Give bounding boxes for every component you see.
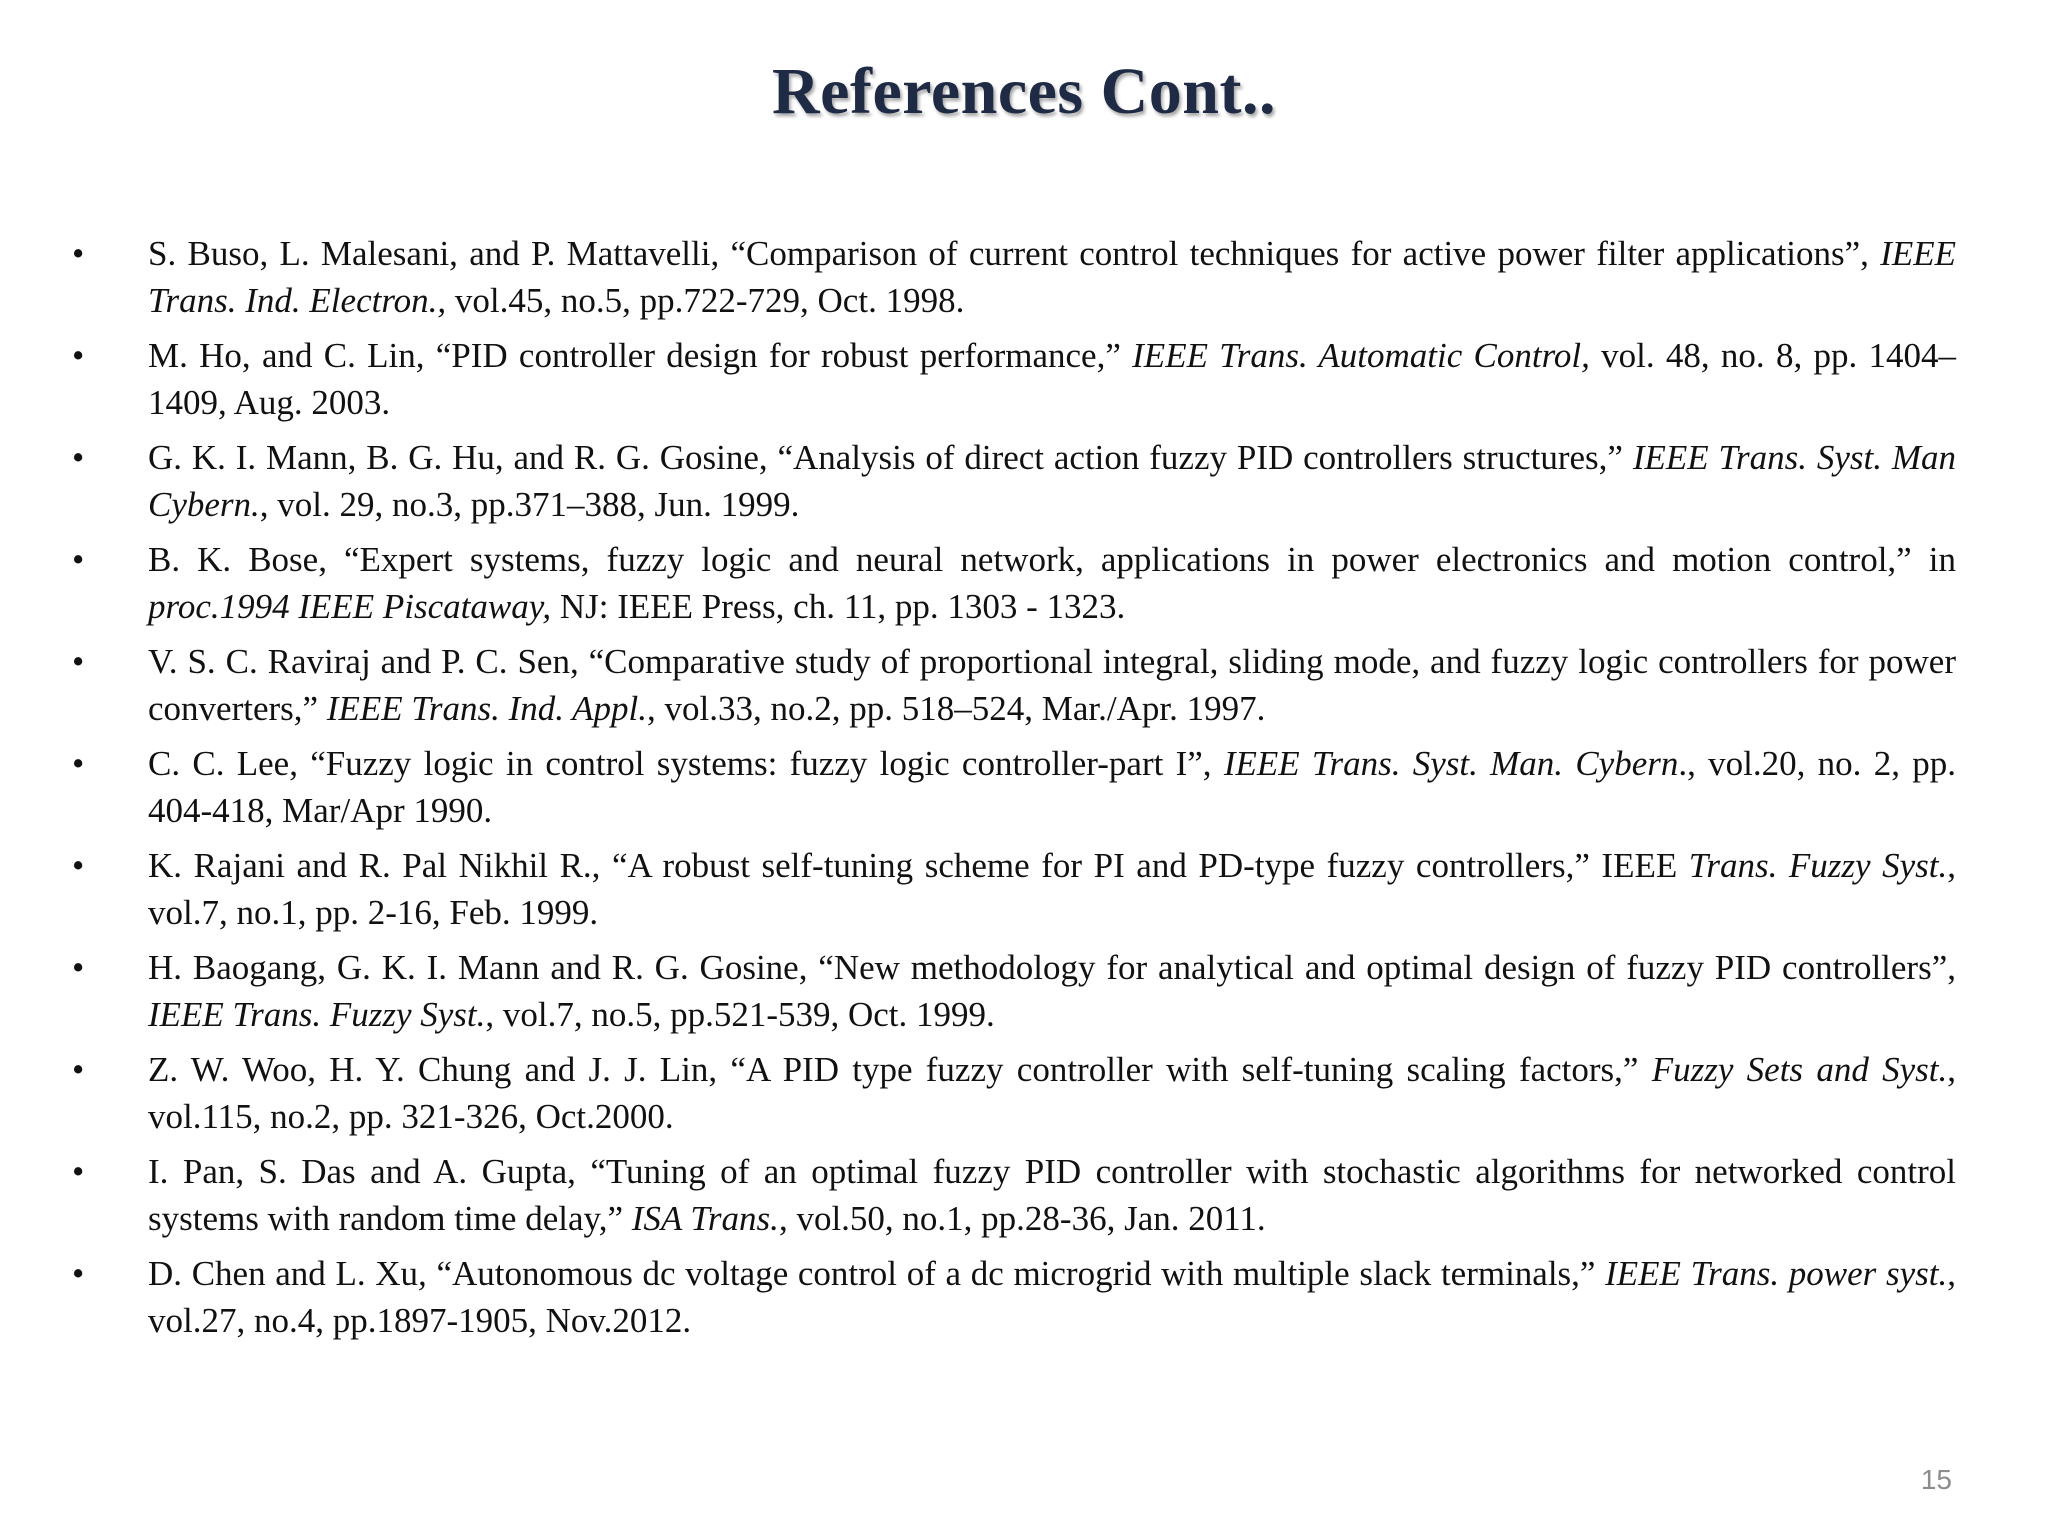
reference-segment: , vol.7, no.1, pp. 2-16, Feb. 1999. (148, 846, 1956, 932)
reference-item (72, 332, 1956, 426)
reference-segment: “Autonomous dc voltage control of a dc microgrid with multiple slack terminals,” (426, 1254, 1606, 1293)
reference-source: IEEE Trans. Fuzzy Syst. (148, 995, 486, 1034)
reference-text (148, 642, 1956, 728)
bullet-icon: • (72, 234, 85, 273)
page-number: 15 (1920, 1464, 1952, 1495)
reference-text (148, 846, 1956, 932)
reference-segment: , vol.27, no.4, pp.1897-1905, Nov.2012. (148, 1254, 1956, 1340)
reference-source: proc.1994 IEEE Piscataway, (148, 587, 552, 626)
reference-segment: vol.45, no.5, pp.722-729, Oct. 1998. (446, 281, 965, 320)
reference-item (72, 536, 1956, 630)
reference-segment: D. Chen and L. Xu (148, 1254, 419, 1293)
reference-segment: vol. 48, no. 8, pp. 1404–1409, Aug. 2003. (148, 336, 1956, 422)
reference-segment: , vol. 29, no.3, pp.371–388, Jun. 1999. (259, 485, 800, 524)
reference-source: IEEE Trans. Automatic Control, (1132, 336, 1590, 375)
reference-text (148, 540, 1956, 626)
bullet-icon: • (72, 1050, 85, 1089)
reference-segment: S. Buso, L. Malesani, and P. Mattavelli, “Comparison of current control techniques for active power filter applications”, (148, 234, 1881, 273)
reference-segment: ., vol.20, no. 2, pp. 404-418, Mar/Apr 1990. (148, 744, 1956, 830)
reference-text (148, 1050, 1956, 1136)
slide-title: References Cont.. (772, 55, 1276, 128)
reference-segment: Z. W. Woo, H. Y. Chung and J. J. Lin, “A PID type fuzzy controller with self-tuning scaling factors,” (148, 1050, 1652, 1089)
bullet-icon: • (72, 1254, 85, 1293)
reference-segment: K. Rajani and R. Pal Nikhil R., “A robust self-tuning scheme for PI and PD-type fuzzy controllers,” IEEE (148, 846, 1689, 885)
bullet-icon: • (72, 438, 85, 477)
bullet-icon: • (72, 744, 85, 783)
reference-item (72, 740, 1956, 834)
reference-item (72, 638, 1956, 732)
reference-source: ISA Trans. (631, 1199, 779, 1238)
reference-segment: G. K. I. Mann, B. G. Hu, and R. G. Gosine, “Analysis of direct action fuzzy PID controllers structures,” (148, 438, 1633, 477)
bullet-icon: • (72, 540, 85, 579)
bullet-icon: • (72, 948, 85, 987)
reference-item (72, 1148, 1956, 1242)
reference-segment: I. Pan, S. Das and A. Gupta, “Tuning of an optimal fuzzy PID controller with stochastic algorithms for networked control systems with random time delay,” (148, 1152, 1956, 1238)
reference-text (148, 438, 1956, 524)
reference-segment: NJ: IEEE Press, ch. 11, pp. 1303 - 1323. (551, 587, 1126, 626)
reference-segment: , vol.33, no.2, pp. 518–524, Mar./Apr. 1997. (647, 689, 1266, 728)
reference-source: , (418, 1254, 427, 1293)
reference-text (148, 234, 1956, 320)
reference-item (72, 1046, 1956, 1140)
reference-source: IEEE Trans. Syst. Man. Cybern (1223, 744, 1679, 783)
reference-segment: V. S. C. Raviraj and P. C. Sen, “Comparative study of proportional integral, sliding mode, and fuzzy logic controllers for power converters,” (148, 642, 1956, 728)
reference-segment: , vol.7, no.5, pp.521-539, Oct. 1999. (485, 995, 995, 1034)
reference-item (72, 230, 1956, 324)
reference-segment: H. Baogang, G. K. I. Mann and R. G. Gosine, “New methodology for analytical and optimal design of fuzzy PID controllers”, (148, 948, 1956, 987)
reference-item (72, 434, 1956, 528)
reference-source: Fuzzy Sets and Syst. (1651, 1050, 1948, 1089)
reference-source: IEEE Trans. Ind. Appl. (326, 689, 647, 728)
reference-list (72, 230, 1956, 1352)
reference-source: IEEE Trans. Syst. Man Cybern. (148, 438, 1956, 524)
reference-segment: , vol.115, no.2, pp. 321-326, Oct.2000. (148, 1050, 1956, 1136)
reference-segment: M. Ho, and C. Lin, “PID controller design for robust performance,” (148, 336, 1133, 375)
reference-segment: C. C. Lee, “Fuzzy logic in control systems: fuzzy logic controller-part I”, (148, 744, 1224, 783)
reference-source: Trans. Fuzzy Syst. (1688, 846, 1948, 885)
bullet-icon: • (72, 336, 85, 375)
reference-item (72, 944, 1956, 1038)
bullet-icon: • (72, 846, 85, 885)
bullet-icon: • (72, 642, 85, 681)
reference-text (148, 744, 1956, 830)
reference-text (148, 1152, 1956, 1238)
reference-text (148, 948, 1956, 1034)
reference-source: IEEE Trans. Ind. Electron., (148, 234, 1956, 320)
reference-item (72, 842, 1956, 936)
reference-segment: , vol.50, no.1, pp.28-36, Jan. 2011. (778, 1199, 1266, 1238)
reference-segment: B. K. Bose, “Expert systems, fuzzy logic and neural network, applications in power electronics and motion control,” in (148, 540, 1956, 579)
reference-text (148, 1254, 1956, 1340)
bullet-icon: • (72, 1152, 85, 1191)
reference-source: IEEE Trans. power syst. (1605, 1254, 1948, 1293)
reference-item (72, 1250, 1956, 1344)
reference-text (148, 336, 1956, 422)
